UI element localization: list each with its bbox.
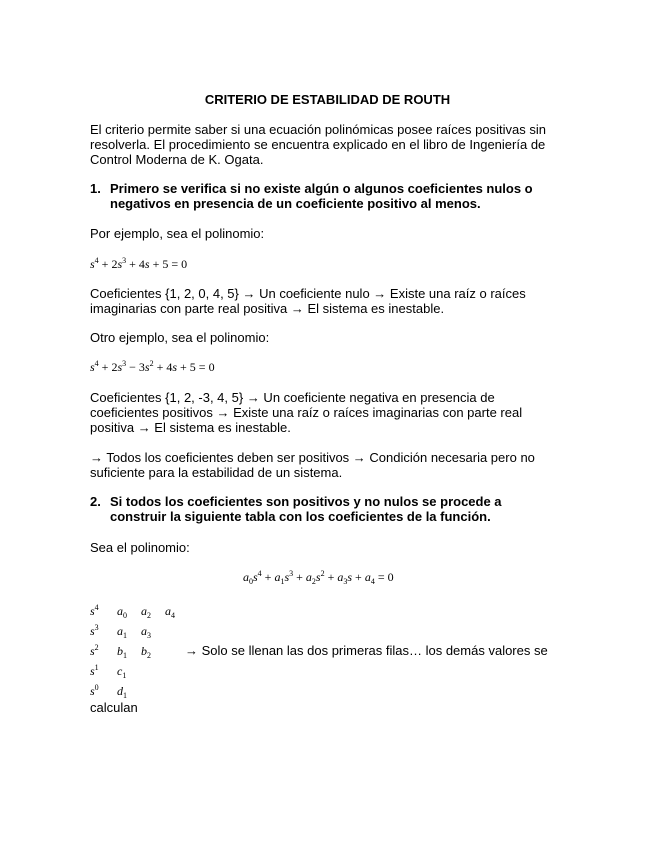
routh-note: → Solo se llenan las dos primeras filas… los demás valores se [185,643,548,658]
routh-row-s2 [90,644,190,662]
equation-1: $s^4 + 2s^3 + 4s + 5 = 0$ [90,256,188,271]
example-2-intro: Otro ejemplo, sea el polinomio: [90,330,270,345]
routh-row-s4 [90,604,190,622]
routh-table [90,604,560,714]
table-cell: $a_0$ [117,604,127,620]
table-cell: $c_1$ [117,664,127,680]
step-1 [90,181,560,211]
step-1-number: 1. [90,181,101,196]
routh-row-s3 [90,624,190,642]
table-cell: $a_1$ [117,624,127,640]
step-1-text: Primero se verifica si no existe algún o algunos coeficientes nulos o negativos en presencia de un coeficiente positivo al menos. [110,181,533,211]
equation-2: $s^4 + 2s^3 - 3s^2 + 4s + 5 = 0$ [90,359,215,374]
row-label: $s^3$ [90,623,99,638]
row-label: $s^2$ [90,643,99,658]
example-2-coefficients: Coeficientes {1, 2, -3, 4, 5} → Un coeficiente negativa en presencia de coeficientes positivos → Existe una raíz o raíces imaginarias con parte real positiva → El sistema es inestable. [90,390,523,435]
table-cell: $b_1$ [117,644,127,660]
step-2-text: Si todos los coeficientes son positivos y no nulos se procede a construir la siguiente tabla con los coeficientes de la función. [110,494,502,524]
equation-general: $a_0s^4 + a_1s^3 + a_2s^2 + a_3s + a_4 = 0$ [243,569,394,586]
row-label: $s^1$ [90,663,99,678]
document-title: CRITERIO DE ESTABILIDAD DE ROUTH [204,92,451,107]
intro-paragraph: El criterio permite saber si una ecuación polinómicas posee raíces positivas sin resolverla. El procedimiento se encuentra explicado en el libro de Ingeniería de Control Moderna de K. Ogata. [90,122,546,167]
table-cell: $a_3$ [141,624,151,640]
necessary-condition-note: → Todos los coeficientes deben ser positivos → Condición necesaria pero no suficiente para la estabilidad de un sistema. [90,450,535,480]
row-label: $s^0$ [90,683,99,698]
general-polynomial-intro: Sea el polinomio: [90,540,190,555]
table-cell: $d_1$ [117,684,127,700]
routh-row-s1 [90,664,190,682]
routh-note-continuation: calculan [90,700,138,715]
step-2-number: 2. [90,494,101,509]
example-1-intro: Por ejemplo, sea el polinomio: [90,226,265,241]
example-1-coefficients: Coeficientes {1, 2, 0, 4, 5} → Un coeficiente nulo → Existe una raíz o raíces imaginarias con parte real positiva → El sistema es inestable. [90,286,526,316]
step-2 [90,494,560,524]
table-cell: $a_2$ [141,604,151,620]
table-cell: $b_2$ [141,644,151,660]
row-label: $s^4$ [90,603,99,618]
table-cell: $a_4$ [165,604,175,620]
